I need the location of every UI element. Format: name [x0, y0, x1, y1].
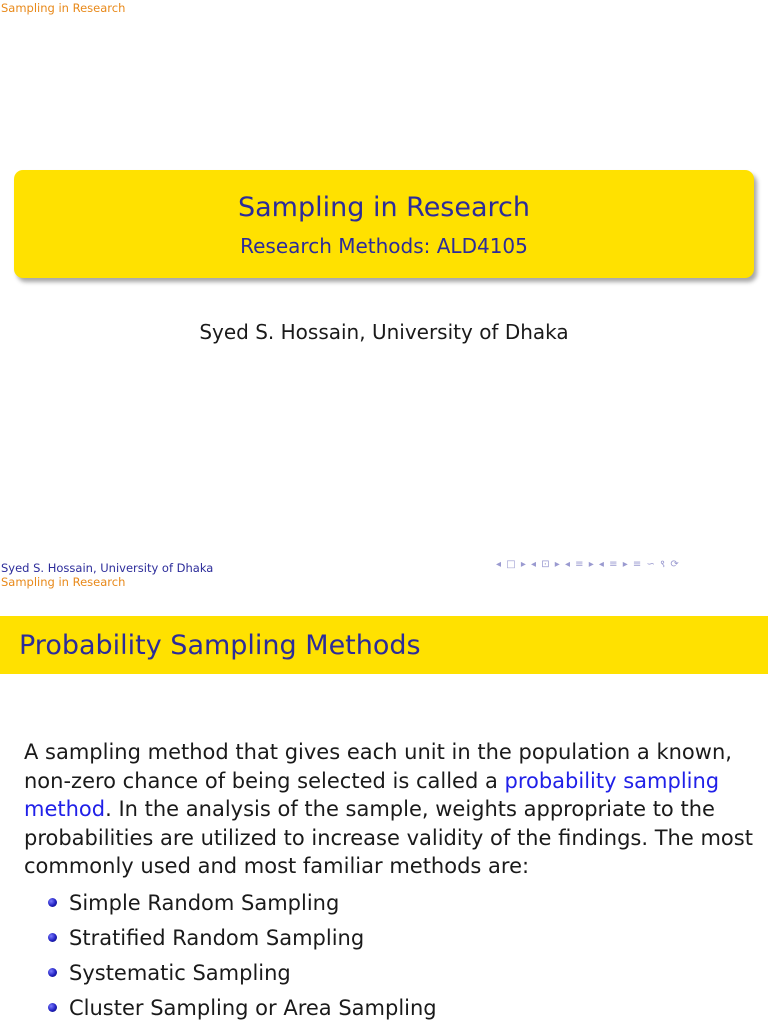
running-header: Sampling in Research	[1, 1, 126, 15]
bullet-icon	[48, 1003, 57, 1012]
paragraph-text-2: . In the analysis of the sample, weights appropriate to the probabilities are utilized to increase validity of the findings. The most commonly used and most familiar methods are:	[24, 797, 753, 879]
footer-author: Syed S. Hossain, University of Dhaka	[1, 561, 214, 575]
title-box	[14, 170, 754, 278]
bullet-icon	[48, 898, 57, 907]
list-item-label: Systematic Sampling	[69, 961, 291, 985]
frame-title: Probability Sampling Methods	[19, 630, 421, 661]
body-paragraph	[24, 738, 754, 881]
beamer-navigation-icons[interactable]: ◂ □ ▸ ◂ ⊡ ▸ ◂ ≡ ▸ ◂ ≡ ▸ ≡ ∽ ९ ⟳	[496, 559, 680, 570]
definition-term: probability sampling method	[24, 768, 720, 822]
bullet-icon	[48, 933, 57, 942]
bullet-icon	[48, 968, 57, 977]
footer-title: Sampling in Research	[1, 575, 126, 589]
methods-list	[44, 886, 437, 1026]
list-item	[44, 956, 437, 991]
list-item	[44, 991, 437, 1026]
list-item	[44, 886, 437, 921]
slide-subtitle: Research Methods: ALD4105	[240, 234, 528, 258]
author-line: Syed S. Hossain, University of Dhaka	[199, 320, 569, 344]
list-item-label: Cluster Sampling or Area Sampling	[69, 996, 437, 1020]
list-item-label: Stratified Random Sampling	[69, 926, 365, 950]
slide-title: Sampling in Research	[237, 192, 530, 223]
list-item-label: Simple Random Sampling	[69, 891, 340, 915]
paragraph-text-1: A sampling method that gives each unit in the population a known, non-zero chance of being selected is called a	[24, 740, 732, 793]
list-item	[44, 921, 437, 956]
